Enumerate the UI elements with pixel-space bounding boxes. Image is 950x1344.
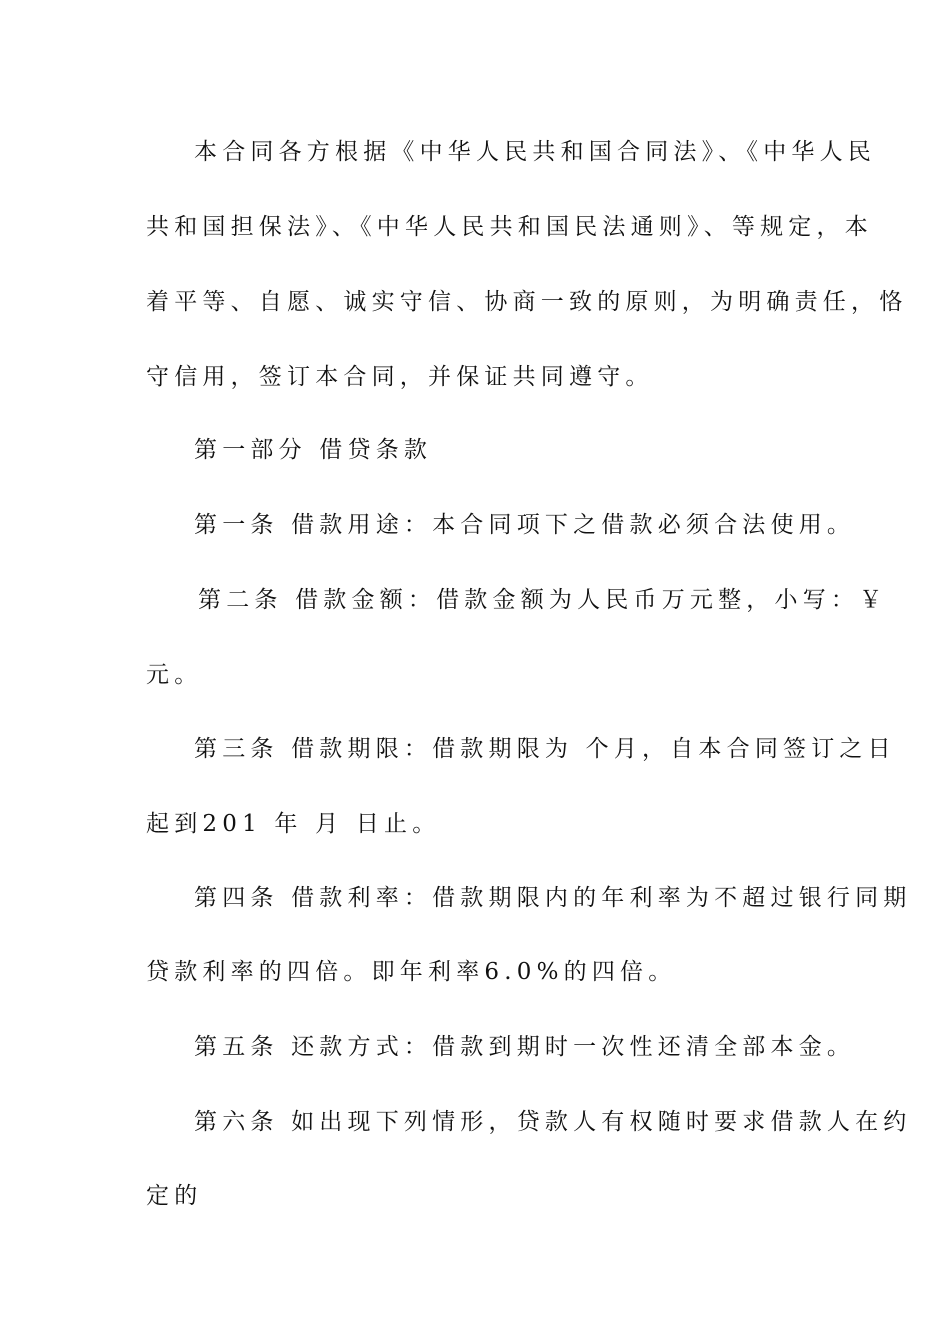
article-line: 定的 bbox=[146, 1183, 203, 1209]
paragraph-line: 本合同各方根据《中华人民共和国合同法》、《中华人民 bbox=[194, 139, 876, 165]
article-line: 第一条 借款用途：本合同项下之借款必须合法使用。 bbox=[194, 512, 856, 538]
paragraph-line: 共和国担保法》、《中华人民共和国民法通则》、等规定，本 bbox=[146, 214, 873, 240]
article-line: 第四条 借款利率：借款期限内的年利率为不超过银行同期 bbox=[194, 885, 912, 911]
article-line: 元。 bbox=[146, 662, 203, 688]
paragraph-line: 着平等、自愿、诚实守信、协商一致的原则，为明确责任，恪 bbox=[146, 289, 908, 315]
section-heading: 第一部分 借贷条款 bbox=[194, 437, 433, 463]
article-line: 第二条 借款金额：借款金额为人民币万元整，小写：￥ bbox=[198, 587, 888, 613]
article-line: 起到201 年 月 日止。 bbox=[146, 811, 441, 837]
article-line: 第五条 还款方式：借款到期时一次性还清全部本金。 bbox=[194, 1034, 856, 1060]
paragraph-line: 守信用，签订本合同，并保证共同遵守。 bbox=[146, 364, 654, 390]
article-line: 第三条 借款期限：借款期限为 个月，自本合同签订之日 bbox=[194, 736, 896, 762]
article-line: 第六条 如出现下列情形，贷款人有权随时要求借款人在约 bbox=[194, 1109, 912, 1135]
article-line: 贷款利率的四倍。即年利率6.0%的四倍。 bbox=[146, 959, 677, 985]
